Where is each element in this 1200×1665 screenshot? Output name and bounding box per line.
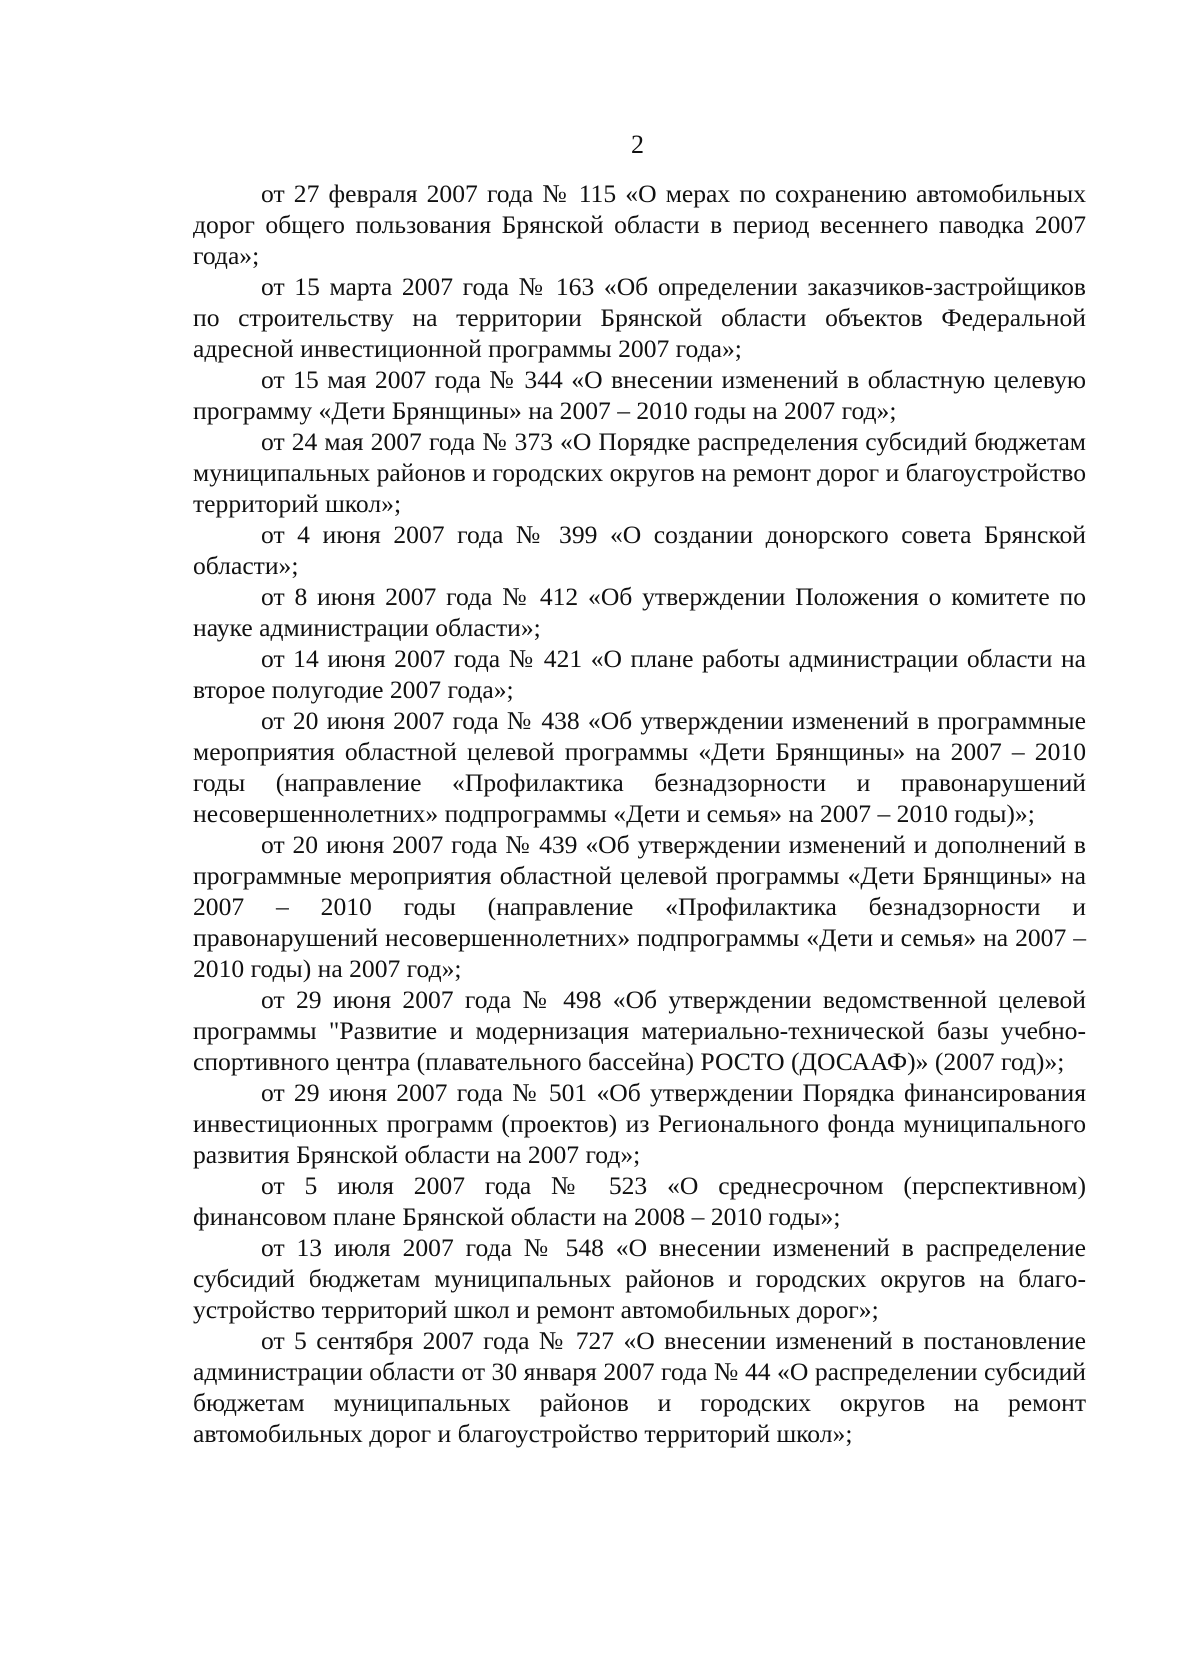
document-body [193, 178, 1086, 1449]
paragraph-resolution-548: от 13 июля 2007 года № 548 «О внесении изменений в распределение субсидий бюджетам муниципальных районов и городских округов на благоустройство территорий школ и ремонт автомобильных дорог»; [193, 1233, 1086, 1324]
paragraph-resolution-373: от 24 мая 2007 года № 373 «О Порядке распределения субсидий бюджетам муниципальных районов и городских округов на ремонт дорог и благоустройство территорий школ»; [193, 427, 1086, 518]
page-number: 2 [631, 130, 644, 159]
paragraph-resolution-727: от 5 сентября 2007 года № 727 «О внесении изменений в постановление администрации области от 30 января 2007 года № 44 «О распределении субсидий бюджетам муниципальных районов и городских округов на ремонт автомобильных дорог и благоустройство территорий школ»; [193, 1326, 1086, 1448]
paragraph-resolution-498: от 29 июня 2007 года № 498 «Об утверждении ведомственной целевой программы "Развитие и модернизация материально-технической базы учебно-спортивного центра (плавательного бассейна) РОСТО (ДОСААФ)» (2007 год)»; [193, 985, 1086, 1076]
paragraph-resolution-523: от 5 июля 2007 года № 523 «О среднесрочном (перспективном) финансовом плане Брянской области на 2008 – 2010 годы»; [193, 1171, 1086, 1231]
paragraph-resolution-344: от 15 мая 2007 года № 344 «О внесении изменений в областную целевую программу «Дети Брянщины» на 2007 – 2010 годы на 2007 год»; [193, 365, 1086, 425]
paragraph-resolution-412: от 8 июня 2007 года № 412 «Об утверждении Положения о комитете по науке администрации области»; [193, 582, 1086, 642]
paragraph-resolution-421: от 14 июня 2007 года № 421 «О плане работы администрации области на второе полугодие 2007 года»; [193, 644, 1086, 704]
paragraph-resolution-115: от 27 февраля 2007 года № 115 «О мерах по сохранению автомобильных дорог общего пользования Брянской области в период весеннего паводка 2007 года»; [193, 179, 1086, 270]
paragraph-resolution-399: от 4 июня 2007 года № 399 «О создании донорского совета Брянской области»; [193, 520, 1086, 580]
paragraph-resolution-163: от 15 марта 2007 года № 163 «Об определении заказчиков-застройщиков по строительству на территории Брянской области объектов Федеральной адресной инвестиционной программы 2007 года»; [193, 272, 1086, 363]
paragraph-resolution-439: от 20 июня 2007 года № 439 «Об утверждении изменений и дополнений в программные мероприятия областной целевой программы «Дети Брянщины» на 2007 – 2010 годы (направление «Профилактика безнадзорности и правонарушений несовершеннолетних» подпрограммы «Дети и семья» на 2007 – 2010 годы) на 2007 год»; [193, 830, 1086, 983]
paragraph-resolution-438: от 20 июня 2007 года № 438 «Об утверждении изменений в программные мероприятия областной целевой программы «Дети Брянщины» на 2007 – 2010 годы (направление «Профилактика безнадзорности и правонарушений несовершеннолетних» подпрограммы «Дети и семья» на 2007 – 2010 годы)»; [193, 706, 1086, 828]
paragraph-resolution-501: от 29 июня 2007 года № 501 «Об утверждении Порядка финансирования инвестиционных программ (проектов) из Регионального фонда муниципального развития Брянской области на 2007 год»; [193, 1078, 1086, 1169]
